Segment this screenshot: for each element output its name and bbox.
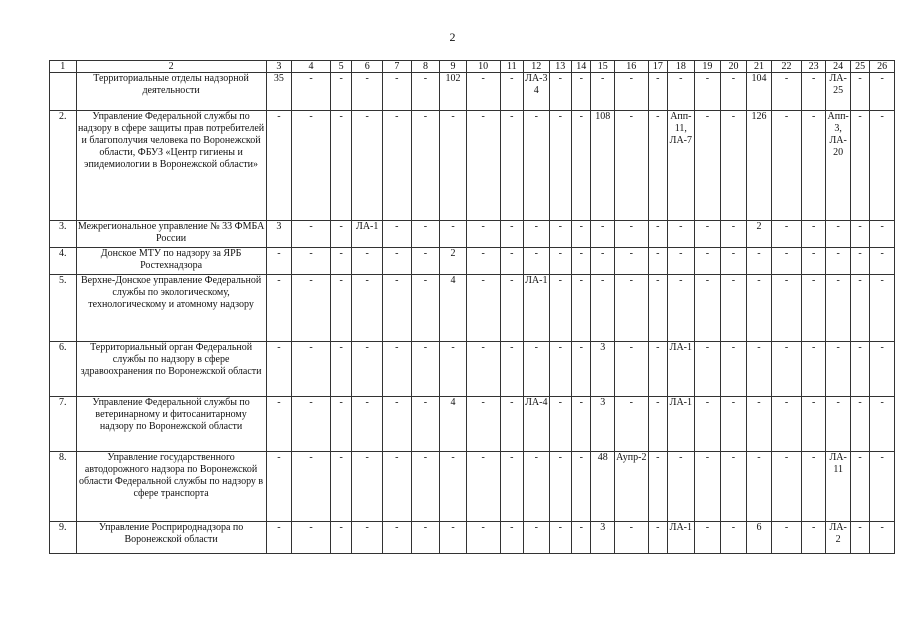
table-cell: - [524,248,550,275]
column-header: 25 [850,61,869,73]
table-cell: - [411,221,440,248]
table-cell: - [648,221,667,248]
table-cell: - [648,73,667,111]
table-cell: - [440,111,467,221]
column-header: 20 [721,61,747,73]
table-cell: - [549,397,571,452]
table-cell: 2 [746,221,772,248]
table-cell: - [500,111,524,221]
table-cell: ЛА-1 [668,342,695,397]
table-cell: - [411,111,440,221]
table-cell: - [648,397,667,452]
table-cell: - [801,452,826,522]
table-cell: - [330,342,351,397]
table-cell: - [352,342,383,397]
table-cell: - [500,452,524,522]
column-header: 14 [572,61,591,73]
table-cell: 6 [746,522,772,554]
table-row [50,452,895,522]
header-row [50,61,895,73]
table-cell: - [549,248,571,275]
table-cell: - [850,73,869,111]
table-cell: - [524,342,550,397]
table-cell: ЛА-1 [668,522,695,554]
table-cell: - [772,248,802,275]
table-cell: - [500,342,524,397]
table-cell: - [466,275,500,342]
column-header: 13 [549,61,571,73]
table-cell: - [614,111,648,221]
table-cell: - [292,452,331,522]
table-cell: - [801,73,826,111]
row-number: 2. [50,111,77,221]
table-cell: - [549,342,571,397]
table-row [50,221,895,248]
page-number: 2 [449,30,456,44]
table-cell: - [614,522,648,554]
organization-name: Управление Федеральной службы по надзору в сфере защиты прав потребителей и благополучия человека по Воронежской области, ФБУЗ «Центр гигиены и эпидемиологии в Воронежской области» [76,111,266,221]
table-cell: - [330,73,351,111]
table-cell: - [721,221,747,248]
table-cell: - [440,342,467,397]
row-number: 7. [50,397,77,452]
table-cell: - [440,522,467,554]
organization-name: Территориальные отделы надзорной деятельности [76,73,266,111]
table-cell: - [694,275,721,342]
table-cell: - [694,397,721,452]
table-cell: - [466,397,500,452]
table-cell: - [870,111,895,221]
table-cell: - [411,342,440,397]
table-cell: - [721,73,747,111]
table-cell: - [826,221,851,248]
table-cell: 102 [440,73,467,111]
column-header: 18 [668,61,695,73]
column-header: 8 [411,61,440,73]
table-cell: - [500,275,524,342]
table-row [50,73,895,111]
table-cell: - [850,221,869,248]
table-cell: Апп-3, ЛА-20 [826,111,851,221]
table-cell: 48 [591,452,615,522]
table-cell: - [826,342,851,397]
table-cell: 126 [746,111,772,221]
table-cell: - [292,248,331,275]
table-row [50,522,895,554]
table-cell: - [572,221,591,248]
table-cell: - [524,221,550,248]
column-header: 21 [746,61,772,73]
table-cell: - [466,73,500,111]
table-cell: - [330,111,351,221]
table-cell: - [721,397,747,452]
table-cell: - [292,397,331,452]
table-cell: 108 [591,111,615,221]
table-cell: - [694,221,721,248]
table-cell: ЛА-1 [668,397,695,452]
table-cell: - [870,73,895,111]
table-cell: - [870,522,895,554]
table-cell: - [466,342,500,397]
table-cell: - [411,248,440,275]
table-cell: - [330,452,351,522]
table-cell: - [524,452,550,522]
table-cell: - [870,275,895,342]
table-cell: - [694,248,721,275]
table-cell: 2 [440,248,467,275]
table-cell: - [826,397,851,452]
table-cell: - [292,522,331,554]
table-cell: - [411,522,440,554]
table-cell: - [549,522,571,554]
row-number: 8. [50,452,77,522]
table-cell: - [721,248,747,275]
organization-name: Донское МТУ по надзору за ЯРБ Ростехнадзора [76,248,266,275]
table-cell: 3 [266,221,292,248]
table-cell: - [466,452,500,522]
table-cell: - [383,248,412,275]
table-cell: - [772,397,802,452]
table-cell: ЛА-11 [826,452,851,522]
row-number: 6. [50,342,77,397]
table-cell: - [668,275,695,342]
table-cell: - [801,248,826,275]
column-header: 6 [352,61,383,73]
table-cell: - [330,522,351,554]
row-number: 4. [50,248,77,275]
table-cell: - [648,248,667,275]
table-cell: - [801,342,826,397]
table-cell: - [614,397,648,452]
table-cell: - [850,275,869,342]
table-body [50,61,895,554]
table-cell: - [746,342,772,397]
organization-name: Управление Федеральной службы по ветеринарному и фитосанитарному надзору по Воронежской области [76,397,266,452]
table-cell: - [352,73,383,111]
table-cell: - [850,342,869,397]
table-cell: - [648,452,667,522]
row-number [50,73,77,111]
table-cell: - [850,452,869,522]
table-cell: - [330,248,351,275]
column-header: 22 [772,61,802,73]
table-cell: - [266,111,292,221]
table-cell: 3 [591,522,615,554]
table-cell: - [772,452,802,522]
table-cell: - [591,248,615,275]
column-header: 9 [440,61,467,73]
table-cell: - [801,275,826,342]
table-cell: - [721,342,747,397]
table-cell: - [648,342,667,397]
table-cell: - [746,452,772,522]
table-cell: - [668,221,695,248]
table-cell: - [411,397,440,452]
table-cell: - [721,111,747,221]
row-number: 5. [50,275,77,342]
table-cell: 4 [440,397,467,452]
table-cell: - [614,73,648,111]
table-cell: - [524,522,550,554]
table-cell: 3 [591,342,615,397]
table-cell: - [801,397,826,452]
table-row [50,397,895,452]
table-cell: - [694,452,721,522]
table-cell: 4 [440,275,467,342]
table-cell: - [668,452,695,522]
table-cell: - [411,275,440,342]
table-cell: - [870,452,895,522]
table-cell: - [694,73,721,111]
column-header: 19 [694,61,721,73]
table-cell: - [466,111,500,221]
table-cell: - [870,221,895,248]
table-cell: - [330,275,351,342]
table-cell: - [772,73,802,111]
table-cell: - [383,397,412,452]
table-cell: - [500,248,524,275]
table-cell: - [266,397,292,452]
organization-name: Управление Росприроднадзора по Воронежской области [76,522,266,554]
table-cell: - [466,522,500,554]
table-cell: ЛА-4 [524,397,550,452]
table-cell: - [870,248,895,275]
table-cell: - [330,397,351,452]
table-cell: - [614,342,648,397]
organization-name: Управление государственного автодорожного надзора по Воронежской области Федеральной службы по надзору в сфере транспорта [76,452,266,522]
column-header: 3 [266,61,292,73]
table-cell: - [292,342,331,397]
table-cell: - [772,111,802,221]
data-table [49,60,895,554]
column-header: 2 [76,61,266,73]
table-cell: - [292,73,331,111]
table-cell: - [746,397,772,452]
row-number: 3. [50,221,77,248]
table-cell: - [383,221,412,248]
table-cell: - [746,275,772,342]
table-cell: - [668,73,695,111]
row-number: 9. [50,522,77,554]
table-cell: - [826,275,851,342]
table-cell: - [850,248,869,275]
table-cell: - [330,221,351,248]
table-cell: - [572,397,591,452]
table-cell: - [549,275,571,342]
table-cell: - [721,452,747,522]
organization-name: Территориальный орган Федеральной службы по надзору в сфере здравоохранения по Воронежской области [76,342,266,397]
column-header: 12 [524,61,550,73]
column-header: 11 [500,61,524,73]
table-cell: - [411,452,440,522]
column-header: 10 [466,61,500,73]
table-cell: - [549,452,571,522]
table-cell: - [591,275,615,342]
table-cell: - [266,342,292,397]
table-cell: - [500,221,524,248]
table-cell: - [591,221,615,248]
table-cell: - [292,221,331,248]
table-cell: - [648,111,667,221]
table-cell: - [352,522,383,554]
table-cell: - [801,221,826,248]
table-cell: - [648,275,667,342]
table-cell: - [721,522,747,554]
table-cell: - [466,248,500,275]
table-cell: - [352,275,383,342]
table-row [50,275,895,342]
table-cell: ЛА-25 [826,73,851,111]
table-cell: - [614,221,648,248]
table-cell: - [801,111,826,221]
table-cell: ЛА-34 [524,73,550,111]
table-cell: - [801,522,826,554]
table-cell: - [772,342,802,397]
table-cell: - [572,275,591,342]
table-cell: - [383,111,412,221]
table-cell: - [440,221,467,248]
table-cell: - [549,73,571,111]
table-cell: - [266,452,292,522]
table-cell: - [383,342,412,397]
table-row [50,248,895,275]
table-cell: - [500,522,524,554]
column-header: 1 [50,61,77,73]
table-cell: - [826,248,851,275]
table-cell: - [870,342,895,397]
table-cell: - [352,111,383,221]
table-cell: - [266,522,292,554]
table-cell: Аупр-2 [614,452,648,522]
table-row [50,342,895,397]
table-cell: ЛА-1 [524,275,550,342]
table-cell: - [572,452,591,522]
table-row [50,111,895,221]
table-cell: - [383,73,412,111]
table-cell: - [694,522,721,554]
column-header: 4 [292,61,331,73]
table-cell: - [383,452,412,522]
table-cell: - [648,522,667,554]
table-cell: - [292,275,331,342]
table-cell: - [352,452,383,522]
table-cell: 3 [591,397,615,452]
table-cell: - [383,522,412,554]
table-cell: - [572,522,591,554]
table-cell: - [500,397,524,452]
table-cell: - [850,111,869,221]
table-cell: - [549,221,571,248]
table-cell: - [694,111,721,221]
organization-name: Верхне-Донское управление Федеральной службы по экологическому, технологическому и атомному надзору [76,275,266,342]
table-cell: - [772,275,802,342]
table-cell: - [850,522,869,554]
table-cell: - [440,452,467,522]
column-header: 23 [801,61,826,73]
table-cell: - [772,522,802,554]
column-header: 26 [870,61,895,73]
column-header: 15 [591,61,615,73]
table-cell: 35 [266,73,292,111]
table-cell: - [850,397,869,452]
table-cell: - [694,342,721,397]
table-cell: - [411,73,440,111]
table-cell: - [266,275,292,342]
table-cell: - [772,221,802,248]
table-cell: - [572,342,591,397]
table-cell: - [352,248,383,275]
table-cell: Апп-11, ЛА-7 [668,111,695,221]
table-cell: ЛА-1 [352,221,383,248]
table-cell: 104 [746,73,772,111]
column-header: 7 [383,61,412,73]
column-header: 16 [614,61,648,73]
table-cell: - [266,248,292,275]
table-cell: - [614,275,648,342]
table-cell: - [352,397,383,452]
organization-name: Межрегиональное управление № 33 ФМБА России [76,221,266,248]
table-cell: ЛА-2 [826,522,851,554]
table-cell: - [549,111,571,221]
table-cell: - [746,248,772,275]
table-cell: - [614,248,648,275]
table-cell: - [591,73,615,111]
column-header: 5 [330,61,351,73]
table-cell: - [524,111,550,221]
table-cell: - [572,111,591,221]
table-cell: - [721,275,747,342]
table-cell: - [292,111,331,221]
table-cell: - [466,221,500,248]
table-cell: - [383,275,412,342]
table-cell: - [572,248,591,275]
table-cell: - [500,73,524,111]
table-cell: - [572,73,591,111]
table-cell: - [870,397,895,452]
table-cell: - [668,248,695,275]
column-header: 24 [826,61,851,73]
column-header: 17 [648,61,667,73]
